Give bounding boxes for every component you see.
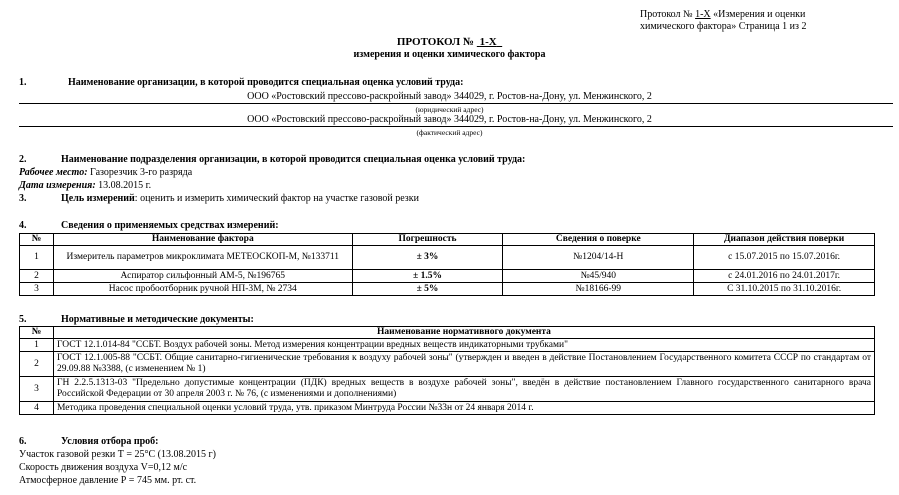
verification-range: с 15.07.2015 по 15.07.2016г. [694,246,875,270]
actual-address-caption: (фактический адрес) [416,128,483,137]
page-header [640,9,806,33]
measurement-date-line: Дата измерения: 13.08.2015 г. [19,180,152,191]
table-row [20,339,875,352]
section-3-number: 3. [19,193,27,204]
instrument-name: Аспиратор сильфонный АМ-5, №196765 [53,270,352,283]
actual-address-underline [19,126,893,127]
document-name: Методика проведения специальной оценки условий труда, утв. приказом Минтруда России №33н от 24 января 2014 г. [53,402,874,415]
column-header: Наименование фактора [53,234,352,246]
section-1-number: 1. [19,77,27,88]
document-name: ГОСТ 12.1.005-88 "ССБТ. Общие санитарно-гигиенические требования к воздуху рабочей зоны" (утвержден и введен в действие Постановлением Государственного комитета СССР по стандартам от 29.09.88 №3388, (с изменением № 1) [53,352,874,377]
section-5-number: 5. [19,314,27,325]
table-row [20,402,875,415]
column-header: № [20,327,54,339]
sampling-condition-line: Атмосферное давление Р = 745 мм. рт. ст. [19,475,197,486]
legal-address-underline [19,103,893,104]
header-line-1: Протокол № 1-Х «Измерения и оценки [640,9,806,20]
section-6-number: 6. [19,436,27,447]
verification-info: №45/940 [503,270,694,283]
table-row [20,377,875,402]
column-header: Наименование нормативного документа [53,327,874,339]
section-5-heading: Нормативные и методические документы: [61,314,254,325]
table-header-row [20,327,875,339]
row-number: 2 [20,352,54,377]
document-name: ГОСТ 12.1.014-84 "ССБТ. Воздух рабочей зоны. Метод измерения концентрации вредных веществ индикаторными трубками" [53,339,874,352]
section-1-heading: Наименование организации, в которой проводится специальная оценка условий труда: [68,77,464,88]
document-subtitle: измерения и оценки химического фактора [353,49,546,60]
verification-info: №1204/14-Н [503,246,694,270]
legal-address-caption: (юридический адрес) [415,105,484,114]
verification-range: С 31.10.2015 по 31.10.2016г. [694,283,875,296]
section-6-heading: Условия отбора проб: [61,436,159,447]
verification-range: с 24.01.2016 по 24.01.2017г. [694,270,875,283]
row-number: 2 [20,270,54,283]
section-2-heading: Наименование подразделения организации, в которой проводится специальная оценка условий труда: [61,154,526,165]
table-row [20,283,875,296]
section-2-number: 2. [19,154,27,165]
instruments-table [19,233,875,296]
section-4-number: 4. [19,220,27,231]
column-header: № [20,234,54,246]
row-number: 1 [20,339,54,352]
table-row [20,270,875,283]
table-row [20,352,875,377]
column-header: Погрешность [352,234,503,246]
table-header-row [20,234,875,246]
document-title: ПРОТОКОЛ № 1-Х [396,36,497,48]
sampling-condition-line: Участок газовой резки Т = 25°С (13.08.2015 г) [19,449,216,460]
sampling-condition-line: Скорость движения воздуха V=0,12 м/с [19,462,188,473]
row-number: 1 [20,246,54,270]
actual-address: ООО «Ростовский прессово-раскройный завод» 344029, г. Ростов-на-Дону, ул. Менжинского, 2 [247,114,652,125]
row-number: 3 [20,283,54,296]
column-header: Сведения о поверке [503,234,694,246]
instrument-error: ± 3% [352,246,503,270]
instrument-name: Насос пробоотборник ручной НП-3М, № 2734 [53,283,352,296]
table-row [20,246,875,270]
column-header: Диапазон действия поверки [694,234,875,246]
header-line-2: химического фактора» Страница 1 из 2 [640,21,807,32]
instrument-error: ± 5% [352,283,503,296]
section-4-heading: Сведения о применяемых средствах измерений: [61,220,279,231]
legal-address: ООО «Ростовский прессово-раскройный завод» 344029, г. Ростов-на-Дону, ул. Менжинского, 2 [247,91,652,102]
workplace-line: Рабочее место: Газорезчик 3-го разряда [19,167,193,178]
row-number: 4 [20,402,54,415]
normative-docs-table [19,326,875,415]
section-3-line: Цель измерений: оценить и измерить химический фактор на участке газовой резки [61,193,419,204]
row-number: 3 [20,377,54,402]
document-name: ГН 2.2.5.1313-03 "Предельно допустимые концентрации (ПДК) вредных веществ в воздухе рабочей зоны", введён в действие постановлением Главного государственного санитарного врача Российской Федерации от 30 апреля 2003 г. № 76, (с изменениями и дополнениями) [53,377,874,402]
verification-info: №18166-99 [503,283,694,296]
instrument-error: ± 1.5% [352,270,503,283]
instrument-name: Измеритель параметров микроклимата МЕТЕОСКОП-М, №133711 [53,246,352,270]
